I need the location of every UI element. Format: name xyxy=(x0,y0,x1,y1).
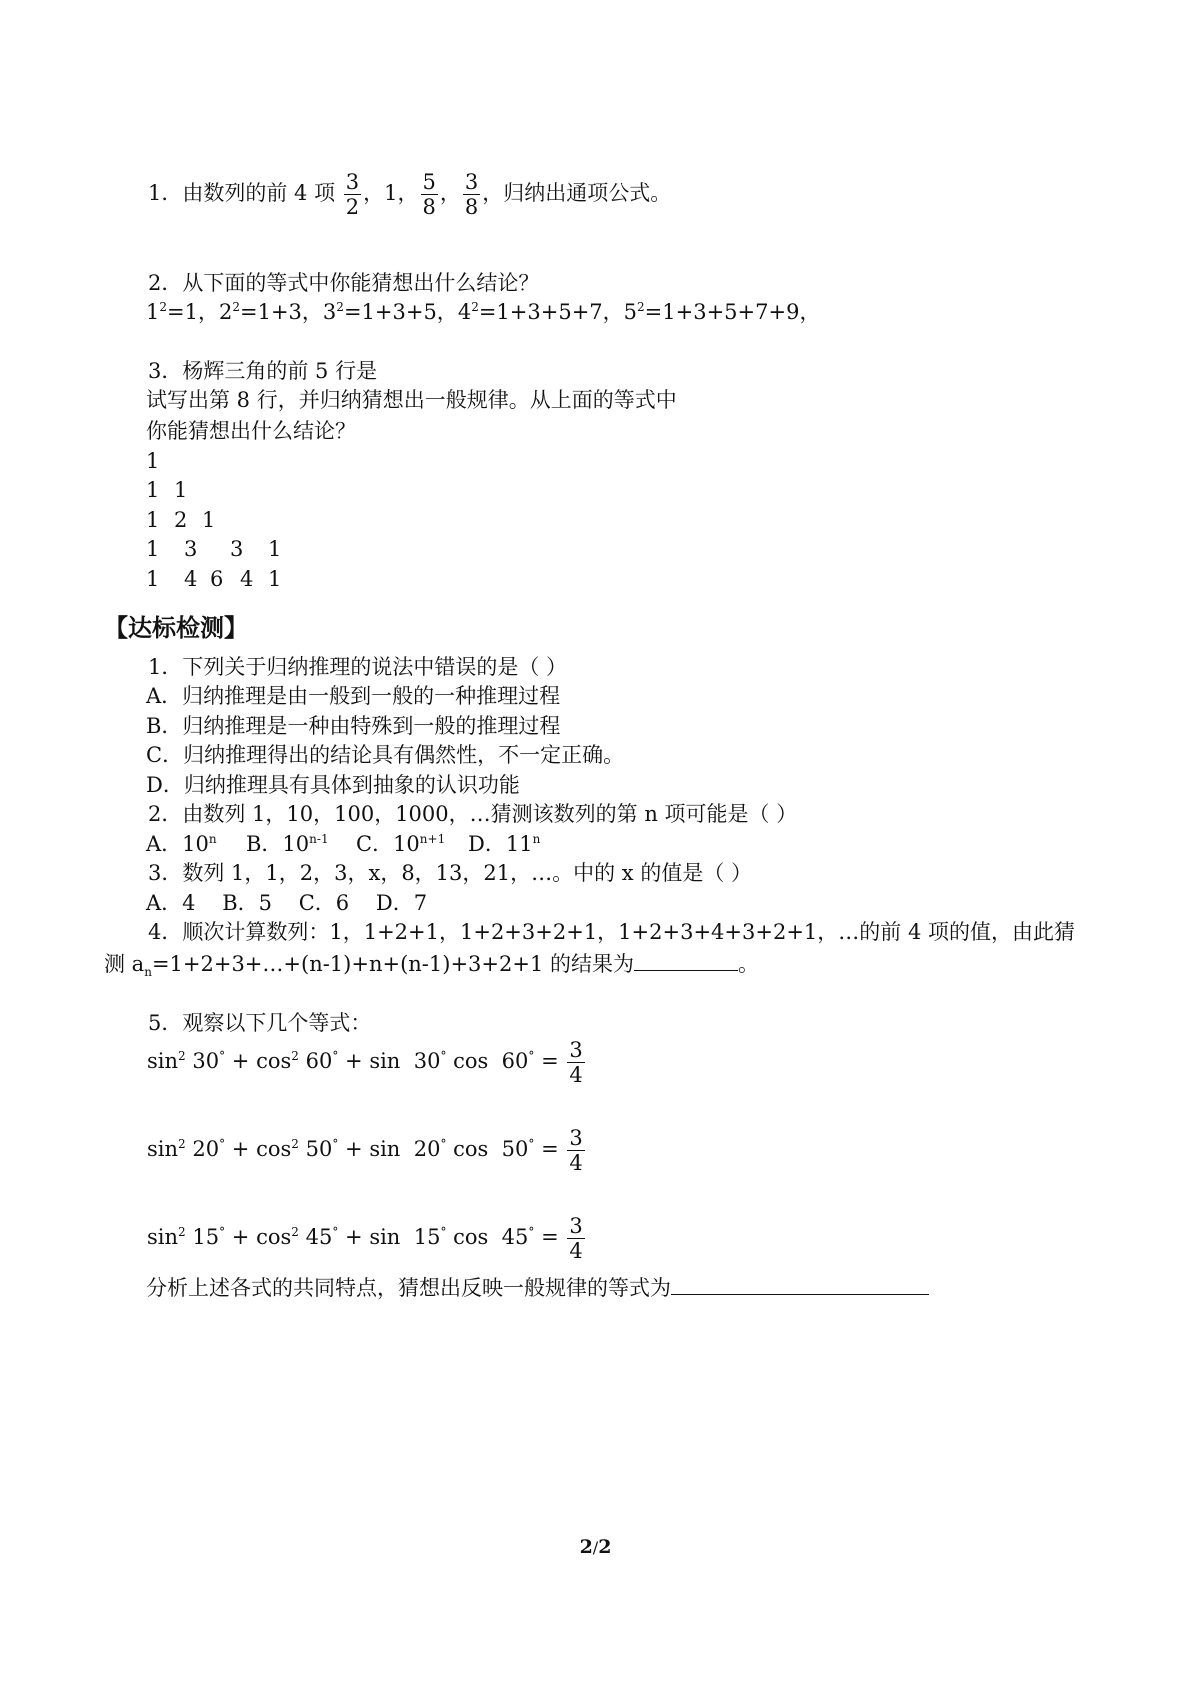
t3-options: A．4 B．5 C．6 D．7 xyxy=(146,891,428,915)
q3-line-3: 你能猜想出什么结论？ xyxy=(146,419,356,443)
t5-conclusion: 分析上述各式的共同特点，猜想出反映一般规律的等式为 xyxy=(146,1274,929,1301)
t5-equation-2: $\sin^2 20^\circ + \cos^2 50^\circ + \sin 20^\circ$ cos 50° = $\frac{3}{4}$ xyxy=(147,1126,583,1175)
q1-fraction-3: $\frac{3}{8}$ xyxy=(464,170,479,219)
q2-eq-2: $2^2=1+3$， xyxy=(218,300,323,324)
q3-title: 3．杨辉三角的前 5 行是 xyxy=(148,359,378,383)
t1-option-a: A．归纳推理是由一般到一般的一种推理过程 xyxy=(146,684,561,708)
t2-stem: 2．由数列 1，10，100，1000，…猜测该数列的第 n 项可能是（ ） xyxy=(148,802,798,826)
q3-line-2: 试写出第 8 行，并归纳猜想出一般规律。从上面的等式中 xyxy=(146,388,677,412)
document-page: 1．由数列的前 4 项 $\frac{3}{2}$ ，1， $\frac{5}{8}$ ， $\frac{3}{8}$ ，归纳出通项公式。 2．从下面的等式中你能猜想出什么结论？ $1^2=1$，$2^2=1+3$，$3^2=1+3+5$，$4^2=1+3+5+7$，$5^2=1+3+5+7+9$， 3．杨辉三角的前 5 行是 试写出第 8 行，并归纳猜想出一般规律。从上面的等式中 你能猜想出什么结论？ 1 1 1 1 2 1 1 3 3 1 1 4 6 4 1 【达标检测】 1．下列关于归纳推理的说法中错误的是（ ） A．归纳推理是由一般到一般的一种推理过程 B．归纳推理是一种由特殊到一般的推理过程 C．归纳推理得出的结论具有偶然性，不一定正确。 D．归纳推理具有具体到抽象的认识功能 2．由数列 1，10，100，1000，…猜测该数列的第 n 项可能是（ ） A．10$^n$ B．10$^{n-1}$ C．$10^{n+1}$ D．11$^n$ 3．数列 1，1，2，3，x，8，13，21，…。中的 x 的值是（ ） A．4 B．5 C．6 D．7 4．顺次计算数列：1，1+2+1，1+2+3+2+1，1+2+3+4+3+2+1，…的前 4 项的值，由此猜 测 $a_n=1+2+3+\dots+(n-1)+n+(n-1)+3+2+1$ 的结果为 。 5．观察以下几个等式： $\sin^2 30^\circ + \cos^2 60^\circ + \sin 30^\circ$ cos 60° = $\frac{3}{4}$ $\sin^2 20^\circ + \cos^2 50^\circ + \sin 20^\circ$ cos 50° = $\frac{3}{4}$ $\sin^2 15^\circ + \cos^2 45^\circ + \sin 15^\circ$ cos 45° = $\frac{3}{4}$ 分析上述各式的共同特点，猜想出反映一般规律的等式为 2/2 xyxy=(0,0,1191,1684)
q1-mid-1: ，1， xyxy=(363,181,419,205)
t2-option-a: A．10$^n$ xyxy=(146,832,217,856)
t5-title: 5．观察以下几个等式： xyxy=(148,1011,372,1035)
q1-prefix: 1．由数列的前 4 项 xyxy=(148,181,336,205)
section-title: 【达标检测】 xyxy=(104,613,248,642)
t2-option-d: D．11$^n$ xyxy=(468,832,541,856)
t4-line-1: 4．顺次计算数列：1，1+2+1，1+2+3+2+1，1+2+3+4+3+2+1，…的前 4 项的值，由此猜 xyxy=(148,920,1075,944)
t4-answer-blank[interactable] xyxy=(634,950,738,971)
t1-option-d: D．归纳推理具有具体到抽象的认识功能 xyxy=(146,773,520,797)
q1-suffix: ，归纳出通项公式。 xyxy=(482,181,672,205)
t5-equation-3: $\sin^2 15^\circ + \cos^2 45^\circ + \sin 15^\circ$ cos 45° = $\frac{3}{4}$ xyxy=(147,1214,583,1263)
t1-stem: 1．下列关于归纳推理的说法中错误的是（ ） xyxy=(148,655,568,679)
t5-answer-blank[interactable] xyxy=(671,1274,929,1295)
t3-stem: 3．数列 1，1，2，3，x，8，13，21，…。中的 x 的值是（ ） xyxy=(148,861,752,885)
q2-eq-4: $4^2=1+3+5+7$， xyxy=(457,300,624,324)
q2-equations xyxy=(146,299,820,325)
q2-eq-3: $3^2=1+3+5$， xyxy=(322,300,458,324)
t2-option-b: B．10$^{n-1}$ xyxy=(246,832,329,856)
page-number: 2/2 xyxy=(579,1536,612,1558)
q1-fraction-1: $\frac{3}{2}$ xyxy=(345,170,360,219)
t5-equation-1: $\sin^2 30^\circ + \cos^2 60^\circ + \sin 30^\circ$ cos 60° = $\frac{3}{4}$ xyxy=(147,1038,583,1087)
q1-mid-2: ， xyxy=(439,181,461,205)
t1-option-b: B．归纳推理是一种由特殊到一般的推理过程 xyxy=(146,714,561,738)
q2-eq-5: $5^2=1+3+5+7+9$， xyxy=(623,300,821,324)
t4-line-2: 测 $a_n=1+2+3+\dots+(n-1)+n+(n-1)+3+2+1$ 的结果为 。 xyxy=(104,952,759,980)
q1-fraction-2: $\frac{5}{8}$ xyxy=(422,170,436,219)
q2-title: 2．从下面的等式中你能猜想出什么结论？ xyxy=(148,271,540,295)
t2-option-c: C．$10^{n+1}$ xyxy=(356,832,446,856)
q2-eq-1: $1^2=1$， xyxy=(146,300,219,324)
t1-option-c: C．归纳推理得出的结论具有偶然性，不一定正确。 xyxy=(146,743,625,767)
t2-options xyxy=(146,831,540,857)
q1-line xyxy=(148,170,671,219)
